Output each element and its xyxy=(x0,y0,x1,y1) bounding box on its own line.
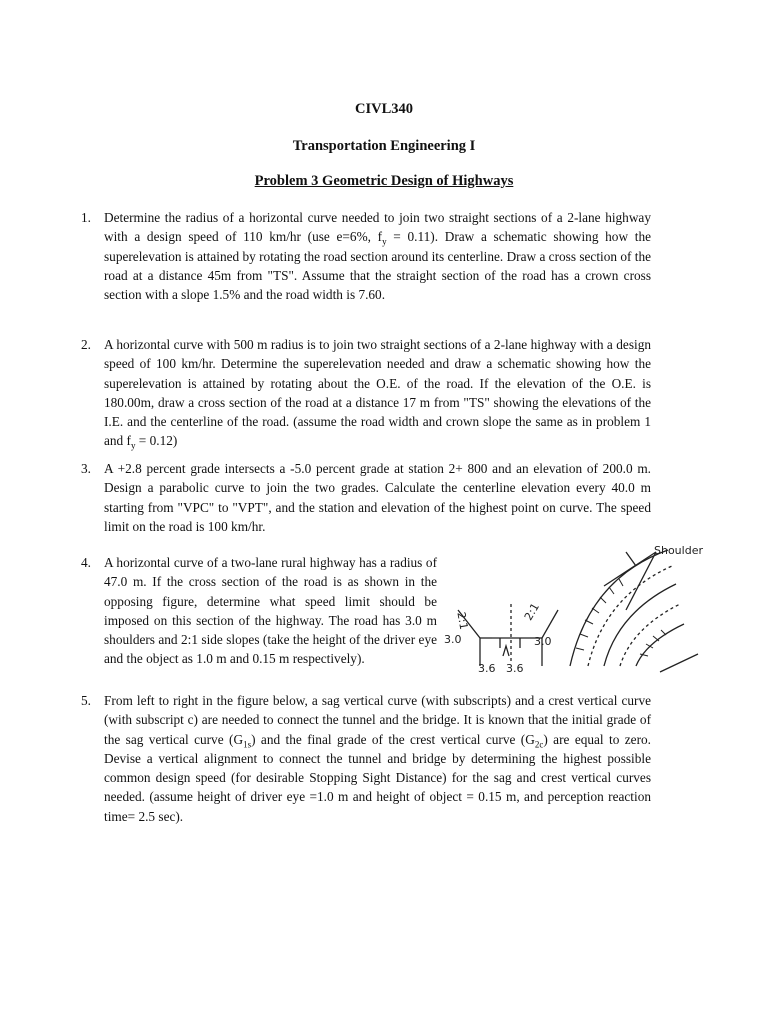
slope-right-label: 2:1 xyxy=(521,600,542,623)
question-number: 5. xyxy=(81,693,91,708)
subscript: 1s xyxy=(243,739,252,750)
lane-right-width: 3.6 xyxy=(506,662,524,675)
question-3 xyxy=(81,459,651,536)
subscript: 2c xyxy=(534,739,544,750)
course-title: Transportation Engineering I xyxy=(292,138,476,154)
hand-sketch xyxy=(440,538,740,688)
shoulder-right-width: 3.0 xyxy=(534,635,552,648)
question-text: = 0.12) xyxy=(135,433,178,449)
problem-set-title: Problem 3 Geometric Design of Highways xyxy=(254,173,514,189)
question-number: 4. xyxy=(81,555,91,570)
course-code: CIVL340 xyxy=(354,101,413,117)
question-text: A horizontal curve with 500 m radius is to join two straight sections of a 2-lane highway with a design speed of 100 km/hr. Determine the superelevation needed and draw a schematic showing how the superelevation is attained by rotating about the O.E. of the road. If the elevation of the O.E. is 180.00m, draw a cross section of the road at a distance 17 m from "TS" showing the elevations of the I.E. and the centerline of the road. (assume the road width and crown slope the same as in problem 1 and f xyxy=(104,337,651,449)
question-4 xyxy=(81,553,437,669)
question-text: A +2.8 percent grade intersects a -5.0 percent grade at station 2+ 800 and an elevation of 200.0 m. Design a parabolic curve to join the two grades. Calculate the centerline elevation every 40.0 m starting from "VPC" to "VPT", and the station and elevation of the highest point on curve. The speed limit on the road is 100 km/hr. xyxy=(104,461,651,534)
slope-left-label: 2:1 xyxy=(454,611,471,631)
subscript: y xyxy=(130,441,136,452)
lane-left-width: 3.6 xyxy=(478,662,496,675)
shoulder-left-width: 3.0 xyxy=(444,633,462,646)
question-text: Determine the radius of a horizontal curve needed to join two straight sections of a 2-lane highway with a design speed of 110 km/hr (use e=6%, f xyxy=(104,210,651,245)
question-text: ) and the final grade of the crest vertical curve (G xyxy=(251,731,535,747)
question-text: ) are equal to zero. Devise a vertical alignment to connect the tunnel and bridge by determining the highest possible common design speed (for desirable Stopping Sight Distance) for the sag and crest vertical curves needed. (assume height of driver eye =1.0 m and height of object = 0.15 m, and perception reaction time= 2.5 sec). xyxy=(104,731,651,824)
question-number: 2. xyxy=(81,337,91,352)
question-1 xyxy=(81,208,651,304)
question-number: 3. xyxy=(81,461,91,476)
shoulder-label: Shoulder xyxy=(654,544,703,557)
subscript: y xyxy=(382,236,387,247)
question-text: A horizontal curve of a two-lane rural highway has a radius of 47.0 m. If the cross section of the road is as shown in the opposing figure, determine what speed limit should be imposed on this section of the highway. The road has 3.0 m shoulders and 2:1 side slopes (take the height of the driver eye and the object as 1.0 m and 0.15 m respectively). xyxy=(104,555,437,667)
road-cross-section-figure xyxy=(440,538,740,688)
question-text: = 0.11). Draw a schematic showing how the superelevation is attained by rotating the road section around its centerline. Draw a cross section of the road at a distance 45m from "TS". Assume that the straight section of the road has a crown cross section with a slope 1.5% and the road width is 7.60. xyxy=(104,229,651,303)
question-2 xyxy=(81,335,651,452)
question-number: 1. xyxy=(81,210,91,225)
question-5 xyxy=(81,691,651,826)
question-text: From left to right in the figure below, a sag vertical curve (with subscripts) and a crest vertical curve (with subscript c) are needed to connect the tunnel and the bridge. It is known that the initial grade of the sag vertical curve (G xyxy=(104,693,651,747)
